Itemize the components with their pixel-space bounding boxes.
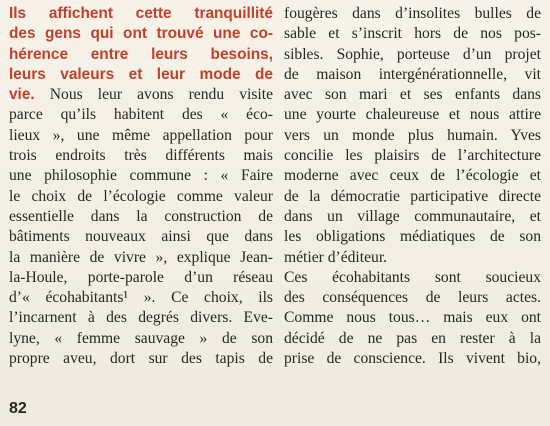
body-line: des conséquences de leurs actes. [284,289,541,307]
body-line: l’incarnent à des degrés divers. Eve- [9,309,273,327]
body-line: bâtiments nouveaux ainsi que dans [9,228,273,246]
body-line: une philosophie commune : « Faire [9,167,273,185]
body-line: essentielle dans la construction de [9,207,273,225]
lead-line: Ils affichent cette tranquillité [9,5,273,22]
body-line: parce qu’ils habitent des « éco- [9,106,273,124]
page-number: 82 [9,400,27,417]
body-line: une yourte chaleureuse et nous attire [284,106,541,124]
body-line: Ces écohabitants sont soucieux [284,268,541,286]
body-line: avec son mari et ses enfants dans [284,86,541,104]
body-line: sable et s’inscrit hors de nos pos- [284,25,541,43]
lead-line: hérence entre leurs besoins, [9,45,273,63]
body-line: vers un monde plus humain. Yves [284,126,541,144]
body-line: la-Houle, porte-parole d’un réseau [9,268,273,286]
body-line: les obligations médiatiques de son [284,228,541,246]
body-line: le choix de l’écologie comme valeur [9,187,273,205]
lead-line: des gens qui ont trouvé une co- [9,25,273,43]
right-column [284,4,541,369]
body-line: lieux », une même appellation pour [9,126,273,144]
body-line: concilie les plaisirs de l’architecture [284,147,541,165]
body-line: décidé de ne pas en rester à la [284,329,541,347]
lead-line: leurs valeurs et leur mode de [9,65,273,83]
body-text: Nous leur avons rendu visite [34,86,273,104]
body-line: Comme nous tous… mais eux ont [284,309,541,327]
body-line: trois endroits très différents mais [9,147,273,165]
body-line: métier d’éditeur. [284,248,388,266]
body-line: de la démocratie participative directe [284,187,541,205]
body-line: fougères dans d’insolites bulles de [284,5,541,22]
body-line: d’« écohabitants¹ ». Ce choix, ils [9,289,273,307]
body-line: dans un village communautaire, et [284,207,541,225]
body-line: sibles. Sophie, porteuse d’un projet [284,45,541,63]
body-line: la manière de vivre », explique Jean- [9,248,273,266]
body-line: moderne avec ceux de l’écologie et [284,167,541,185]
body-line: prise de conscience. Ils vivent bio, [284,350,541,368]
body-line: de maison intergénérationnelle, vit [284,65,541,83]
body-line: lyne, « femme sauvage » de son [9,329,273,347]
body-line: propre aveu, dort sur des tapis de [9,350,273,368]
lead-tail: vie. [9,86,35,104]
left-column [9,4,273,369]
mixed-line [9,85,273,105]
